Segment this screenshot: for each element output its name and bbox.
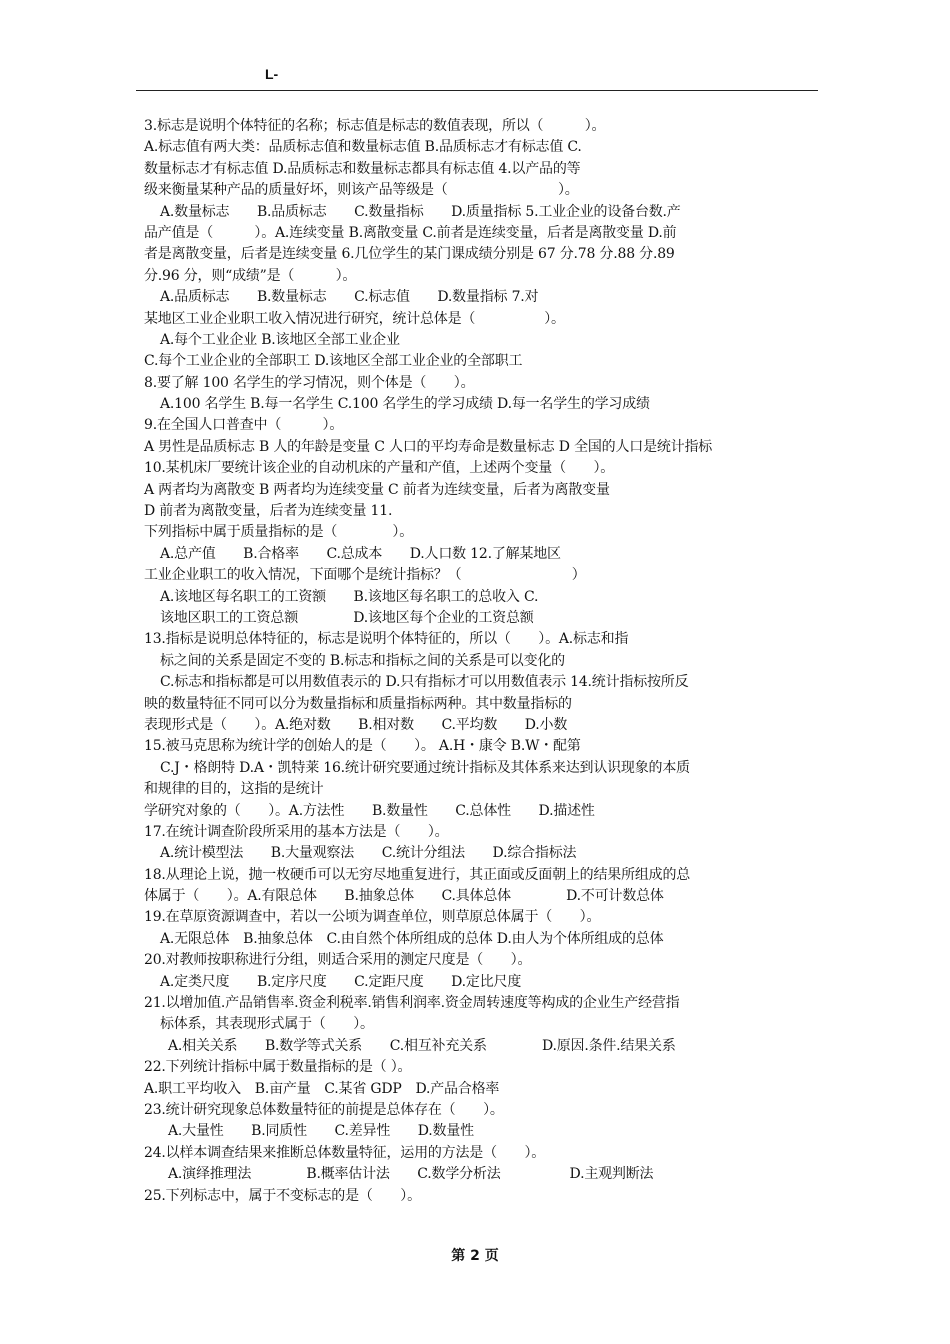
text-line: 3.标志是说明个体特征的名称；标志值是标志的数值表现，所以（ ）。 <box>144 118 606 134</box>
text-line: 18.从理论上说，抛一枚硬币可以无穷尽地重复进行，其正面或反面朝上的结果所组成的总 <box>144 866 691 883</box>
text-line: A.品质标志 B.数量标志 C.标志值 D.数量指标 7.对 <box>160 289 539 306</box>
text-line: A.100 名学生 B.每一名学生 C.100 名学生的学习成绩 D.每一名学生的学习成绩 <box>160 396 650 413</box>
text-line: 10.某机床厂要统计该企业的自动机床的产量和产值，上述两个变量（ ）。 <box>144 460 615 477</box>
text-line: A.无限总体 B.抽象总体 C.由自然个体所组成的总体 D.由人为个体所组成的总体 <box>160 930 664 947</box>
text-line: C.每个工业企业的全部职工 D.该地区全部工业企业的全部职工 <box>144 353 523 370</box>
text-line: A.总产值 B.合格率 C.总成本 D.人口数 12.了解某地区 <box>160 545 561 562</box>
text-line: 23.统计研究现象总体数量特征的前提是总体存在（ ）。 <box>144 1101 504 1118</box>
text-line: 该地区职工的工资总额 D.该地区每个企业的工资总额 <box>160 609 534 626</box>
text-line: C.标志和指标都是可以用数值表示的 D.只有指标才可以用数值表示 14.统计指标按所反 <box>160 674 689 691</box>
text-line: D 前者为离散变量，后者为连续变量 11. <box>144 503 393 520</box>
text-line: 学研究对象的（ ）。A.方法性 B.数量性 C.总体性 D.描述性 <box>144 802 595 819</box>
text-line: 15.被马克思称为统计学的创始人的是（ ）。 A.H・康令 B.W・配第 <box>144 738 581 755</box>
text-line: A.大量性 B.同质性 C.差异性 D.数量性 <box>168 1123 474 1140</box>
text-line: 表现形式是（ ）。A.绝对数 B.相对数 C.平均数 D.小数 <box>144 716 568 733</box>
text-line: 24.以样本调查结果来推断总体数量特征，运用的方法是（ ）。 <box>144 1144 546 1161</box>
text-line: 某地区工业企业职工收入情况进行研究，统计总体是（ ）。 <box>144 310 565 327</box>
header-rule <box>136 90 818 91</box>
text-line: 8.要了解 100 名学生的学习情况，则个体是（ ）。 <box>144 374 475 391</box>
text-line: 体属于（ ）。A.有限总体 B.抽象总体 C.具体总体 D.不可计数总体 <box>144 888 664 905</box>
text-line: 工业企业职工的收入情况，下面哪个是统计指标？（ ） <box>144 567 586 584</box>
text-line: 22.下列统计指标中属于数量指标的是（ ）。 <box>144 1059 412 1076</box>
text-line: A.每个工业企业 B.该地区全部工业企业 <box>160 331 400 348</box>
text-line: 级来衡量某种产品的质量好坏，则该产品等级是（ ）。 <box>144 182 579 199</box>
text-line: A.职工平均收入 B.亩产量 C.某省 GDP D.产品合格率 <box>144 1080 500 1097</box>
text-line: 品产值是（ ）。A.连续变量 B.离散变量 C.前者是连续变量，后者是离散变量 D.前 <box>144 224 677 241</box>
text-line: A.数量标志 B.品质标志 C.数量指标 D.质量指标 5.工业企业的设备台数.产 <box>160 203 681 220</box>
document-body <box>144 116 824 1207</box>
text-line: 13.指标是说明总体特征的，标志是说明个体特征的，所以（ ）。A.标志和指 <box>144 631 629 648</box>
text-line: 9.在全国人口普查中（ ）。 <box>144 417 344 434</box>
text-line: 和规律的目的，这指的是统计 <box>144 781 324 798</box>
text-line: 者是离散变量，后者是连续变量 6.几位学生的某门课成绩分别是 67 分.78 分.88 分.89 <box>144 246 675 263</box>
text-line: 标体系，其表现形式属于（ ）。 <box>160 1016 374 1033</box>
text-line: 数量标志才有标志值 D.品质标志和数量标志都具有标志值 4.以产品的等 <box>144 160 581 177</box>
text-line: 20.对教师按职称进行分组，则适合采用的测定尺度是（ ）。 <box>144 952 532 969</box>
text-line: 19.在草原资源调查中，若以一公顷为调查单位，则草原总体属于（ ）。 <box>144 909 601 926</box>
text-line: 映的数量特征不同可以分为数量指标和质量指标两种。其中数量指标的 <box>144 695 572 712</box>
text-line: 下列指标中属于质量指标的是（ ）。 <box>144 524 413 541</box>
text-line: 分.96 分，则“成绩”是（ ）。 <box>144 267 357 284</box>
text-line: A 两者均为离散变 B 两者均为连续变量 C 前者为连续变量，后者为离散变量 <box>144 481 610 498</box>
text-line: A.标志值有两大类：品质标志值和数量标志值 B.品质标志才有标志值 C. <box>144 139 582 156</box>
text-line: 21.以增加值.产品销售率.资金利税率.销售利润率.资金周转速度等构成的企业生产经营指 <box>144 995 680 1012</box>
page-number: 第 2 页 <box>451 1248 499 1264</box>
text-line: A.相关关系 B.数学等式关系 C.相互补充关系 D.原因.条件.结果关系 <box>168 1037 676 1054</box>
text-line: A 男性是品质标志 B 人的年龄是变量 C 人口的平均寿命是数量标志 D 全国的人口是统计指标 <box>144 438 713 455</box>
text-line: A.统计模型法 B.大量观察法 C.统计分组法 D.综合指标法 <box>160 845 577 862</box>
header-mark: L- <box>265 66 279 82</box>
text-line: 17.在统计调查阶段所采用的基本方法是（ ）。 <box>144 823 449 840</box>
text-line: C.J・格朗特 D.A・凯特莱 16.统计研究要通过统计指标及其体系来达到认识现象的本质 <box>160 759 690 776</box>
text-line: A.该地区每名职工的工资额 B.该地区每名职工的总收入 C. <box>160 588 539 605</box>
text-line: 标之间的关系是固定不变的 B.标志和指标之间的关系是可以变化的 <box>160 652 565 669</box>
text-line: A.演绎推理法 B.概率估计法 C.数学分析法 D.主观判断法 <box>168 1166 654 1183</box>
text-line: A.定类尺度 B.定序尺度 C.定距尺度 D.定比尺度 <box>160 973 522 990</box>
text-line: 25.下列标志中，属于不变标志的是（ ）。 <box>144 1187 421 1204</box>
